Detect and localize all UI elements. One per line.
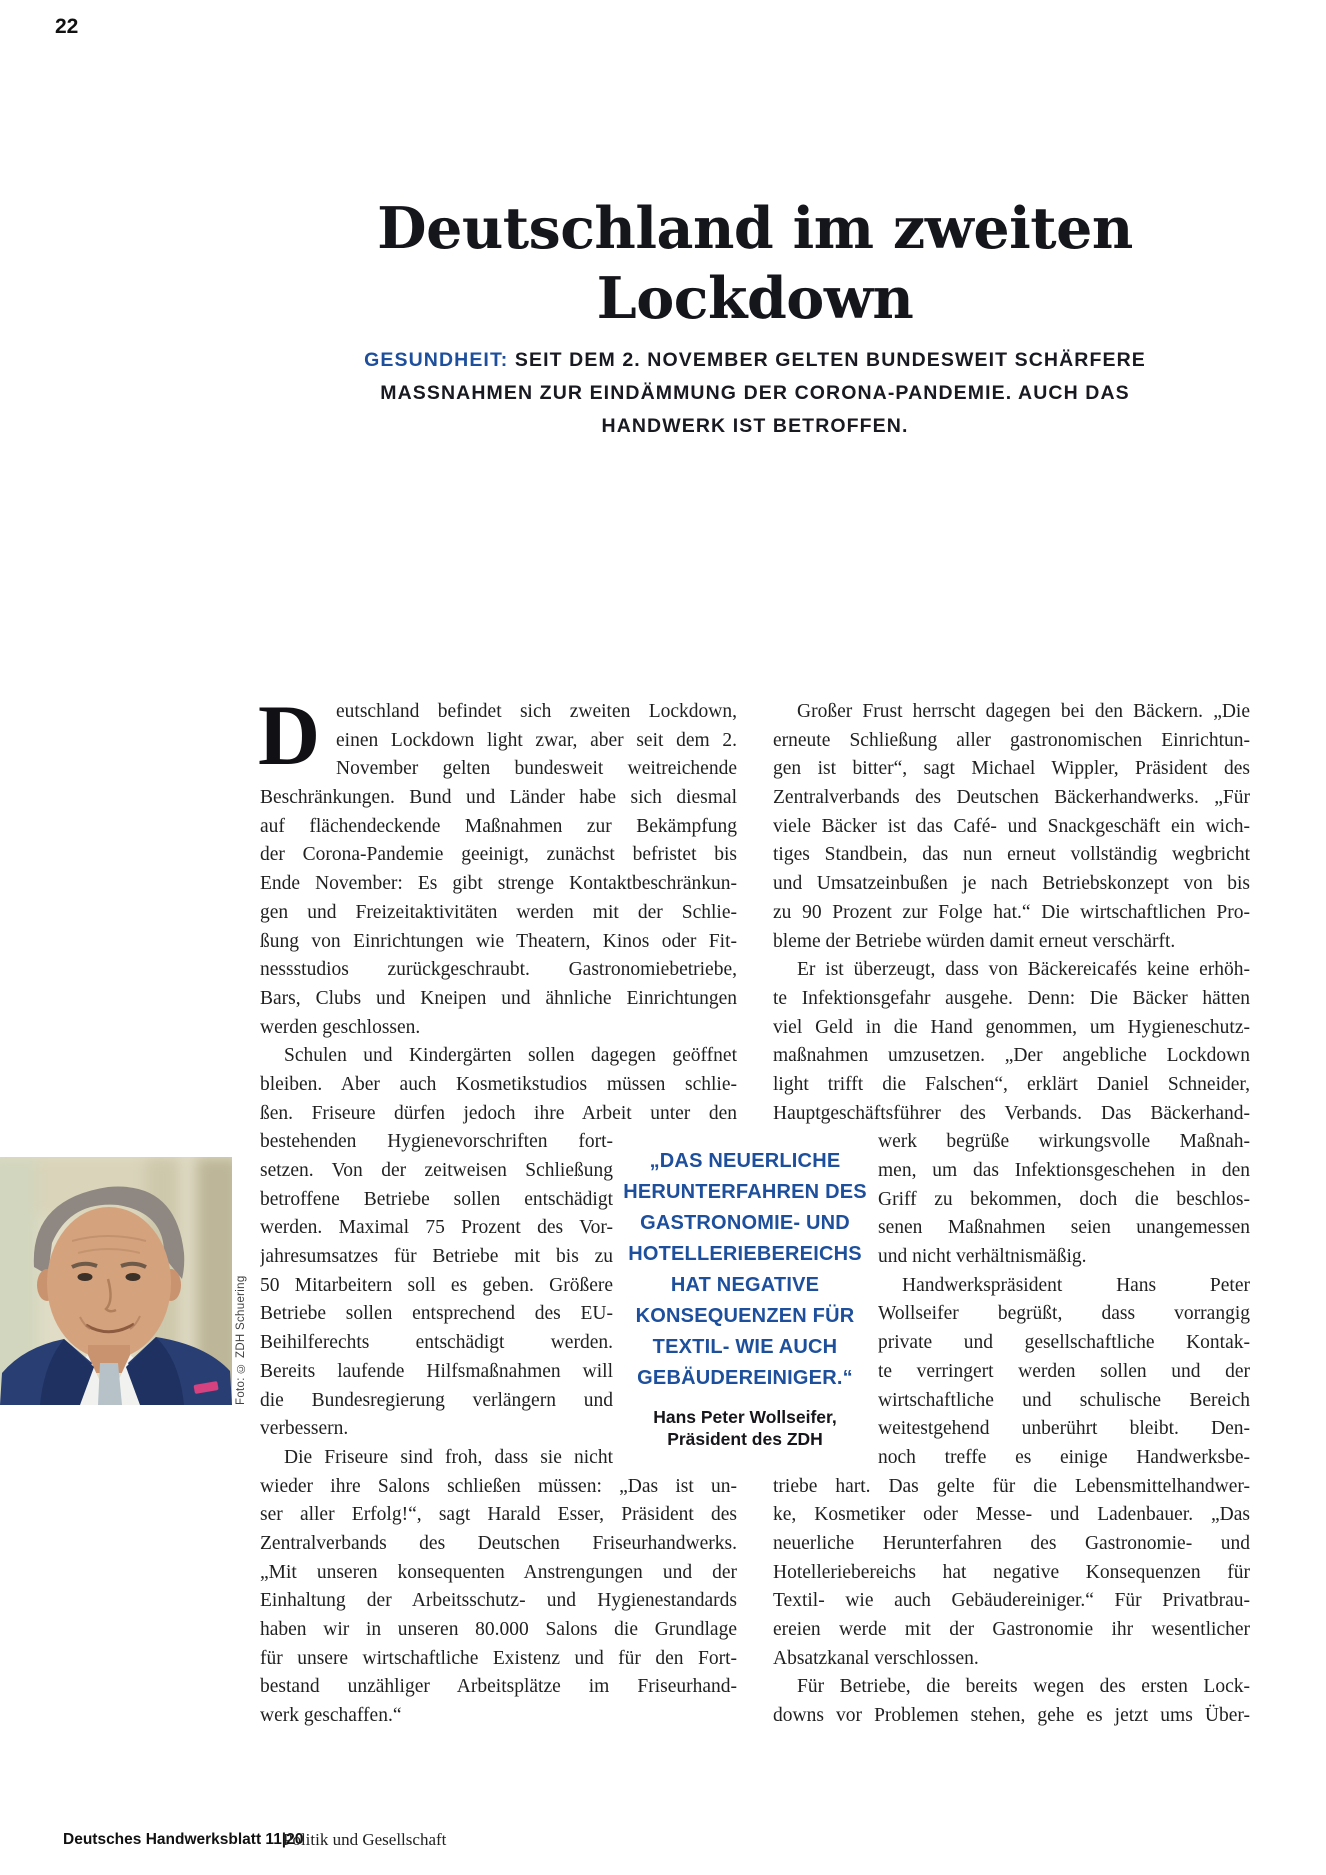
text-line: der Corona-Pandemie geeinigt, zunächst befristet bis: [260, 844, 737, 866]
text-line: Zentralverbands des Deutschen Bäckerhandwerks. „Für: [773, 787, 1250, 809]
footer-section: Politik und Gesellschaft: [283, 1830, 447, 1849]
left-column-bottom-segment: [260, 1473, 737, 1731]
portrait-photo: [0, 1157, 232, 1405]
text-line: Schulen und Kindergärten sollen dagegen geöffnet: [284, 1045, 737, 1067]
text-line: te verringert werden sollen und der: [878, 1360, 1250, 1382]
pull-quote-line: GASTRONOMIE- UND: [640, 1212, 850, 1234]
text-line: wirtschaftliche und schulische Bereich: [878, 1389, 1250, 1411]
left-column-narrow-segment: [260, 1128, 613, 1472]
text-line: und Umsatzeinbußen je nach Betriebskonzept von bis: [773, 873, 1250, 895]
page-number: 22: [55, 15, 79, 38]
text-line: weitestgehend unberührt bleibt. Den-: [878, 1418, 1250, 1440]
text-line: Beihilferechts entschädigt werden.: [260, 1332, 613, 1354]
kicker-label: GESUNDHEIT:: [364, 349, 509, 371]
text-line: bestehenden Hygienevorschriften fort-: [260, 1131, 613, 1153]
text-line: viele Bäcker ist das Café- und Snackgeschäft ein wich-: [773, 815, 1250, 837]
text-line: und nicht verhältnismäßig.: [878, 1246, 1087, 1268]
text-line: light trifft die Falschen“, erklärt Daniel Schneider,: [773, 1073, 1250, 1095]
text-line: haben wir in unseren 80.000 Salons die Grundlage: [260, 1619, 737, 1640]
pull-quote: [610, 1146, 880, 1450]
text-line: senen Maßnahmen seien unangemessen: [878, 1217, 1250, 1239]
text-line: Bereits laufende Hilfsmaßnahmen will: [260, 1360, 613, 1382]
text-line: werden. Maximal 75 Prozent des Vor-: [260, 1217, 613, 1239]
text-line: neuerliche Herunterfahren des Gastronomie- und: [773, 1532, 1250, 1554]
text-line: Hotelleriebereichs hat negative Konsequenzen für: [773, 1561, 1250, 1583]
text-line: private und gesellschaftliche Kontak-: [878, 1332, 1250, 1354]
article-title-line2: Lockdown: [596, 265, 914, 332]
text-line: ßung von Einrichtungen wie Theatern, Kinos oder Fit-: [260, 930, 737, 952]
text-line: viel Geld in die Hand genommen, um Hygieneschutz-: [773, 1016, 1250, 1038]
pull-quote-line: „DAS NEUERLICHE: [649, 1150, 841, 1172]
text-line: men, um das Infektionsgeschehen in den: [878, 1160, 1250, 1181]
article-title-line1: Deutschland im zweiten: [377, 195, 1133, 262]
text-line: nessstudios zurückgeschraubt. Gastronomiebetriebe,: [260, 959, 737, 981]
text-line: maßnahmen umzusetzen. „Der angebliche Lockdown: [773, 1045, 1250, 1067]
drop-cap: D: [258, 687, 321, 783]
text-line: werden geschlossen.: [260, 1016, 421, 1038]
pull-quote-line: HAT NEGATIVE: [670, 1274, 820, 1296]
text-line: Absatzkanal verschlossen.: [773, 1647, 979, 1669]
text-line: November gelten bundesweit weitreichende: [336, 758, 737, 780]
text-line: erneute Schließung aller gastronomischen Einrichtun-: [773, 729, 1250, 751]
text-line: Einhaltung der Arbeitsschutz- und Hygienestandards: [260, 1590, 737, 1612]
portrait-photo-graphic: [0, 1157, 232, 1405]
photo-credit: Foto: © ZDH Schuering: [235, 1275, 247, 1405]
right-column-bottom-segment: [773, 1473, 1250, 1731]
left-column-top-segment: [258, 687, 737, 1128]
standfirst-line: MASSNAHMEN ZUR EINDÄMMUNG DER CORONA-PANDEMIE. AUCH DAS: [380, 382, 1130, 404]
text-line: triebe hart. Das gelte für die Lebensmittelhandwer-: [773, 1475, 1250, 1497]
text-line: ke, Kosmetiker oder Messe- und Ladenbauer. „Das: [773, 1504, 1250, 1526]
text-line: verbessern.: [260, 1418, 349, 1440]
standfirst-line: HANDWERK IST BETROFFEN.: [601, 415, 909, 437]
text-line: setzen. Von der zeitweisen Schließung: [260, 1160, 613, 1181]
footer-publication: Deutsches Handwerksblatt 11|20: [63, 1831, 304, 1848]
text-line: gen ist bitter“, sagt Michael Wippler, Präsident des: [773, 758, 1250, 780]
text-line: downs vor Problemen stehen, gehe es jetzt ums Über-: [773, 1705, 1250, 1727]
pull-quote-line: GEBÄUDEREINIGER.“: [637, 1367, 853, 1389]
text-line: Die Friseure sind froh, dass sie nicht: [284, 1446, 613, 1468]
text-line: Für Betriebe, die bereits wegen des ersten Lock-: [797, 1676, 1250, 1698]
text-line: für unsere wirtschaftliche Existenz und für den Fort-: [260, 1647, 737, 1669]
attribution-name: Hans Peter Wollseifer,: [653, 1407, 837, 1427]
text-line: einen Lockdown light zwar, aber seit dem 2.: [336, 729, 737, 751]
text-line: gen und Freizeitaktivitäten werden mit der Schlie-: [260, 901, 737, 923]
text-line: Zentralverbands des Deutschen Friseurhandwerks.: [260, 1532, 737, 1554]
page-footer: [0, 1830, 1326, 1860]
text-line: bestand unzähliger Arbeitsplätze im Friseurhand-: [260, 1676, 737, 1698]
text-line: Beschränkungen. Bund und Länder habe sich diesmal: [260, 787, 737, 809]
text-line: Ende November: Es gibt strenge Kontaktbeschränkun-: [260, 873, 737, 895]
text-line: bleiben. Aber auch Kosmetikstudios müssen schlie-: [260, 1073, 737, 1095]
article-title: [168, 194, 1326, 334]
text-line: ereien werde mit der Gastronomie ihr wesentlicher: [773, 1619, 1250, 1640]
text-line: die Bundesregierung verlängern und: [260, 1389, 613, 1411]
text-line: betroffene Betriebe sollen entschädigt: [260, 1188, 613, 1210]
pull-quote-line: HERUNTERFAHREN DES: [623, 1181, 867, 1203]
text-line: Handwerkspräsident Hans Peter: [902, 1274, 1250, 1296]
text-line: noch treffe es einige Handwerksbe-: [878, 1446, 1250, 1468]
text-line: Wollseifer begrüßt, dass vorrangig: [878, 1303, 1250, 1325]
standfirst: [168, 344, 1326, 443]
text-line: eutschland befindet sich zweiten Lockdown,: [336, 701, 737, 722]
standfirst-line: [168, 344, 1326, 377]
text-line: Hauptgeschäftsführer des Verbands. Das Bäckerhand-: [773, 1102, 1250, 1124]
text-line: te Infektionsgefahr ausgehe. Denn: Die Bäcker hätten: [773, 987, 1250, 1009]
text-line: wieder ihre Salons schließen müssen: „Das ist un-: [260, 1475, 737, 1497]
pull-quote-line: HOTELLERIEBEREICHS: [628, 1243, 862, 1265]
text-line: Großer Frust herrscht dagegen bei den Bäckern. „Die: [797, 701, 1250, 722]
text-line: Textil- wie auch Gebäudereiniger.“ Für Privatbrau-: [773, 1590, 1250, 1612]
right-column-top-segment: [773, 698, 1250, 1128]
text-line: ser aller Erfolg!“, sagt Harald Esser, Präsident des: [260, 1504, 737, 1526]
pull-quote-line: TEXTIL- WIE AUCH: [652, 1336, 838, 1358]
text-line: tiges Standbein, das nun erneut vollständig wegbricht: [773, 844, 1250, 866]
text-line: Bars, Clubs und Kneipen und ähnliche Einrichtungen: [260, 987, 737, 1009]
text-line: ßen. Friseure dürfen jedoch ihre Arbeit unter den: [260, 1102, 737, 1124]
text-line: jahresumsatzes für Betriebe mit bis zu: [260, 1246, 613, 1268]
text-line: Griff zu bekommen, doch die beschlos-: [878, 1188, 1250, 1210]
text-line: werk geschaffen.“: [260, 1705, 402, 1727]
pull-quote-attribution: [610, 1406, 880, 1450]
text-line: zu 90 Prozent zur Folge hat.“ Die wirtschaftlichen Pro-: [773, 901, 1250, 923]
text-line: „Mit unseren konsequenten Anstrengungen und der: [260, 1561, 737, 1583]
text-line: Er ist überzeugt, dass von Bäckereicafés keine erhöh-: [797, 959, 1250, 981]
text-line: auf flächendeckende Maßnahmen zur Bekämpfung: [260, 815, 737, 837]
text-line: bleme der Betriebe würden damit erneut verschärft.: [773, 930, 1176, 952]
text-line: 50 Mitarbeitern soll es geben. Größere: [260, 1274, 613, 1296]
right-column-narrow-segment: [878, 1128, 1250, 1472]
text-line: Betriebe sollen entsprechend des EU-: [260, 1303, 613, 1325]
text-line: werk begrüße wirkungsvolle Maßnah-: [878, 1131, 1250, 1153]
standfirst-line1-rest: SEIT DEM 2. NOVEMBER GELTEN BUNDESWEIT SCHÄRFERE: [508, 349, 1146, 371]
pull-quote-lines: [610, 1146, 880, 1394]
pull-quote-line: KONSEQUENZEN FÜR: [635, 1305, 855, 1327]
attribution-role: Präsident des ZDH: [667, 1429, 823, 1449]
